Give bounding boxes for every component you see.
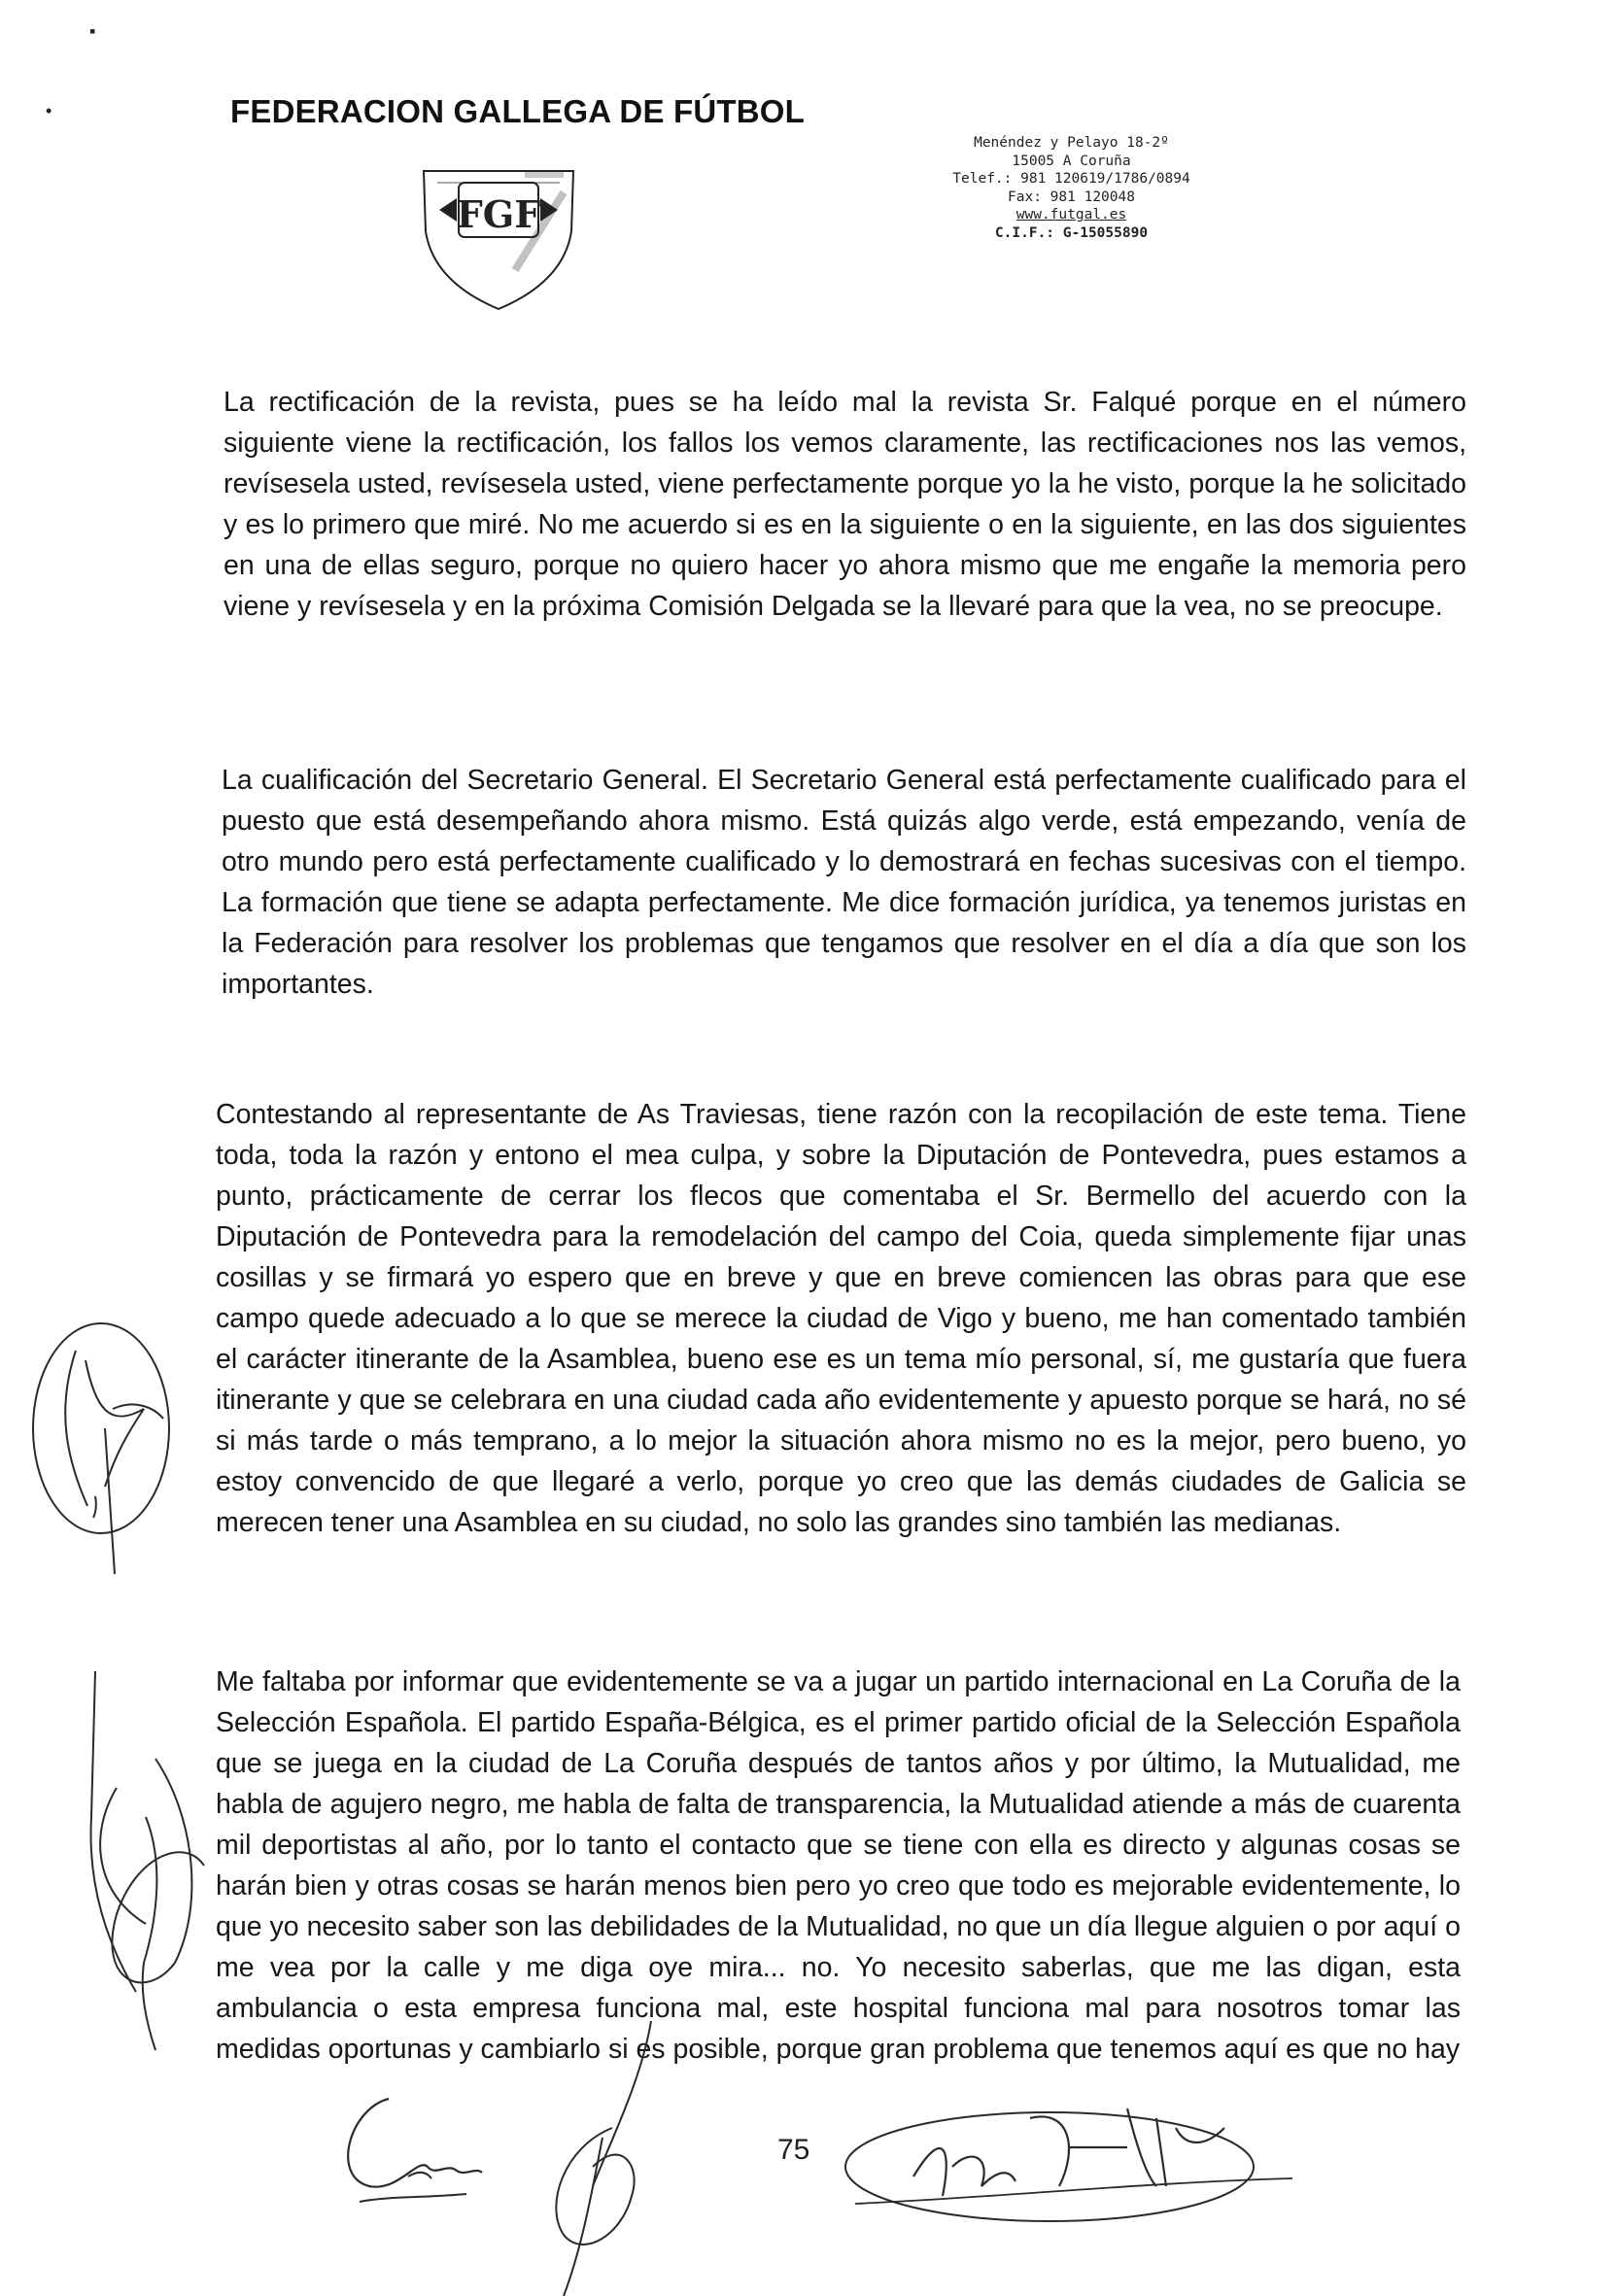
fax: Fax: 981 120048 xyxy=(1008,188,1135,205)
paragraph-as-traviesas: Contestando al representante de As Traviesas, tiene razón con la recopilación de este tema. Tiene toda, toda la razón y entono el mea culpa, y sobre la Diputación de Pontevedra, pues estamos a punto, prácticamente de cerrar los flecos que comentaba el Sr. Bermello del acuerdo con la Diputación de Pontevedra para la remodelación del campo del Coia, queda simplemente fijar unas cosillas y se firmará yo espero que en breve y que en breve comiencen las obras para que ese campo quede adecuado a lo que se merece la ciudad de Vigo y bueno, me han comentado también el carácter itinerante de la Asamblea, bueno ese es un tema mío personal, sí, me gustaría que fuera itinerante y que se celebrara en una ciudad cada año evidentemente y apuesto porque se hará, no sé si más tarde o más temprano, a lo mejor la situación ahora mismo no es la mejor, pero bueno, yo estoy convencido de que llegaré a verlo, porque yo creo que las demás ciudades de Galicia se merecen tener una Asamblea en su ciudad, no solo las grandes sino también las medianas. xyxy=(216,1099,1466,1538)
bottom-signature-middle xyxy=(505,2021,700,2296)
scan-mark: • xyxy=(46,101,52,120)
bottom-signature-left xyxy=(311,2070,486,2215)
page-number: 75 xyxy=(777,2134,810,2166)
phone: Telef.: 981 120619/1786/0894 xyxy=(952,171,1190,187)
margin-signature-lower xyxy=(58,1671,233,2060)
paragraph-mutualidad: Me faltaba por informar que evidentemente se va a jugar un partido internacional en La Coruña de la Selección Española. El partido España-Bélgica, es el primer partido oficial de la Selección Española que se juega en la ciudad de La Coruña después de tantos años y por último, la Mutualidad, me habla de agujero negro, me habla de falta de transparencia, la Mutualidad atiende a más de cuarenta mil deportistas al año, por lo tanto el contacto que se tiene con ella es directo y algunas cosas se harán bien y otras cosas se harán menos bien pero yo creo que todo es mejorable evidentemente, lo que yo necesito saber son las debilidades de la Mutualidad, no que un día llegue alguien o por aquí o me vea por la calle y me diga oye mira... no. Yo necesito saberlas, que me las digan, esta ambulancia o esta empresa funciona mal, este hospital funciona mal para nosotros tomar las medidas oportunas y cambiarlo si es posible, porque gran problema que tenemos aquí es que no hay xyxy=(216,1666,1461,2065)
contact-block xyxy=(933,134,1210,242)
paragraph-revista: La rectificación de la revista, pues se ha leído mal la revista Sr. Falqué porque en el número siguiente viene la rectificación, los fallos los vemos claramente, las rectificaciones nos las vemos, revísesela usted, revísesela usted, viene perfectamente porque yo la he visto, porque la he solicitado y es lo primero que miré. No me acuerdo si es en la siguiente o en la siguiente, en las dos siguientes en una de ellas seguro, porque no quiero hacer yo ahora mismo que me engañe la memoria pero viene y revísesela y en la próxima Comisión Delgada se la llevaré para que la vea, no se preocupe. xyxy=(224,387,1466,622)
cif: C.I.F.: G-15055890 xyxy=(994,224,1149,241)
address-line2: 15005 A Coruña xyxy=(1012,153,1131,169)
organization-title: FEDERACION GALLEGA DE FÚTBOL xyxy=(230,93,806,129)
crest-monogram: FGF xyxy=(456,192,541,236)
margin-signature-upper xyxy=(27,1292,183,1584)
website-link[interactable]: www.futgal.es xyxy=(1016,207,1127,223)
paragraph-secretario: La cualificación del Secretario General. El Secretario General está perfectamente cualificado para el puesto que está desempeñando ahora mismo. Está quizás algo verde, está empezando, venía de otro mundo pero está perfectamente cualificado y lo demostrará en fechas sucesivas con el tiempo. La formación que tiene se adapta perfectamente. Me dice formación jurídica, ya tenemos juristas en la Federación para resolver los problemas que tengamos que resolver en el día a día que son los importantes. xyxy=(222,765,1466,1000)
bottom-signature-right xyxy=(836,2089,1302,2235)
scan-mark: ▪ xyxy=(89,21,96,41)
address-line1: Menéndez y Pelayo 18-2º xyxy=(974,135,1169,151)
federation-crest-logo xyxy=(418,154,579,313)
